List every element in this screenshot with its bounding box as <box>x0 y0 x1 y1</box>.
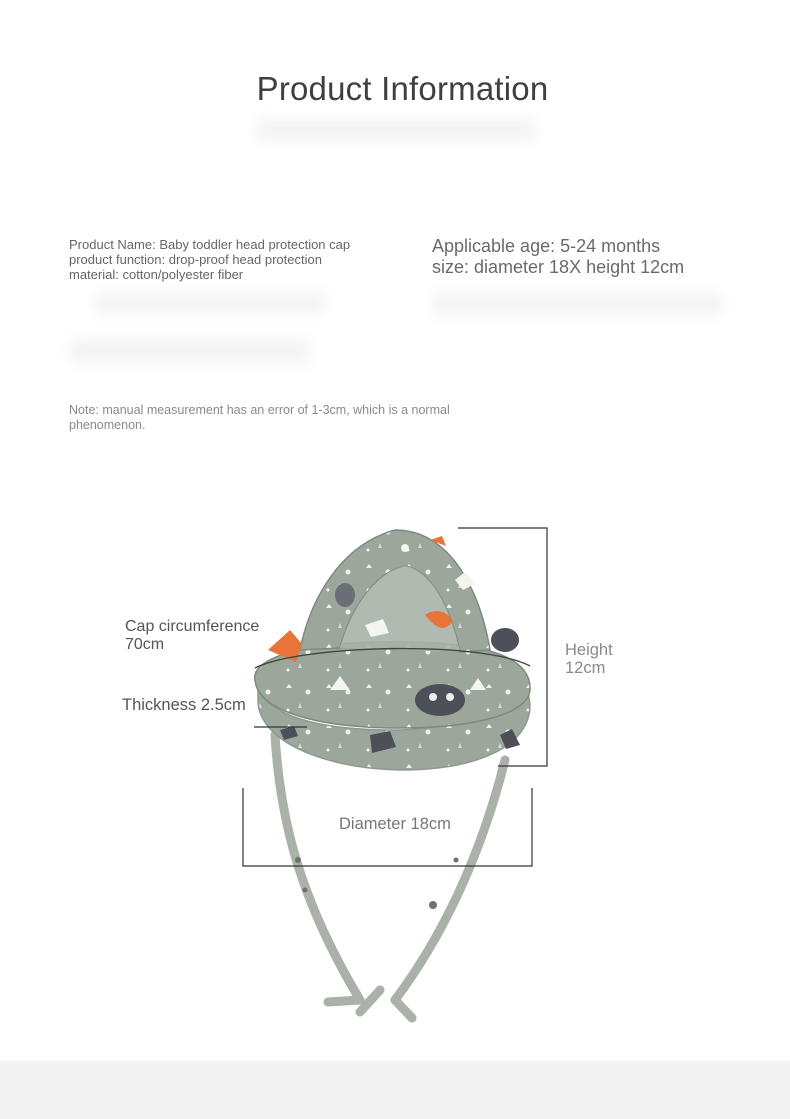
diameter-label: Diameter 18cm <box>339 815 451 833</box>
cap-crown <box>300 530 490 652</box>
applicable-age: Applicable age: 5-24 months <box>432 236 661 256</box>
ghost-text <box>70 338 310 364</box>
product-spec-summary <box>432 236 762 278</box>
ghost-text <box>95 292 325 314</box>
size-spec: size: diameter 18X height 12cm <box>432 257 685 277</box>
product-image <box>0 480 790 1060</box>
cap-circumference-value: 70cm <box>125 636 165 653</box>
height-title: Height <box>565 641 613 659</box>
height-value: 12cm <box>565 659 606 677</box>
cap-circumference-label <box>125 618 295 654</box>
cap-circumference-title: Cap circumference <box>125 618 260 635</box>
measurement-note: Note: manual measurement has an error of 1-3cm, which is a normal phenomenon. <box>69 403 450 432</box>
tie-strap <box>275 735 505 1018</box>
ghost-text <box>256 118 536 142</box>
footer-band <box>0 1061 790 1119</box>
height-label <box>565 641 645 677</box>
thickness-label: Thickness 2.5cm <box>122 696 246 714</box>
page-title: Product Information <box>256 70 549 107</box>
product-spec-text: Product Name: Baby toddler head protection cap product function: drop-proof head protection material: cotton/polyester fiber <box>69 237 351 282</box>
ghost-text <box>432 292 722 316</box>
